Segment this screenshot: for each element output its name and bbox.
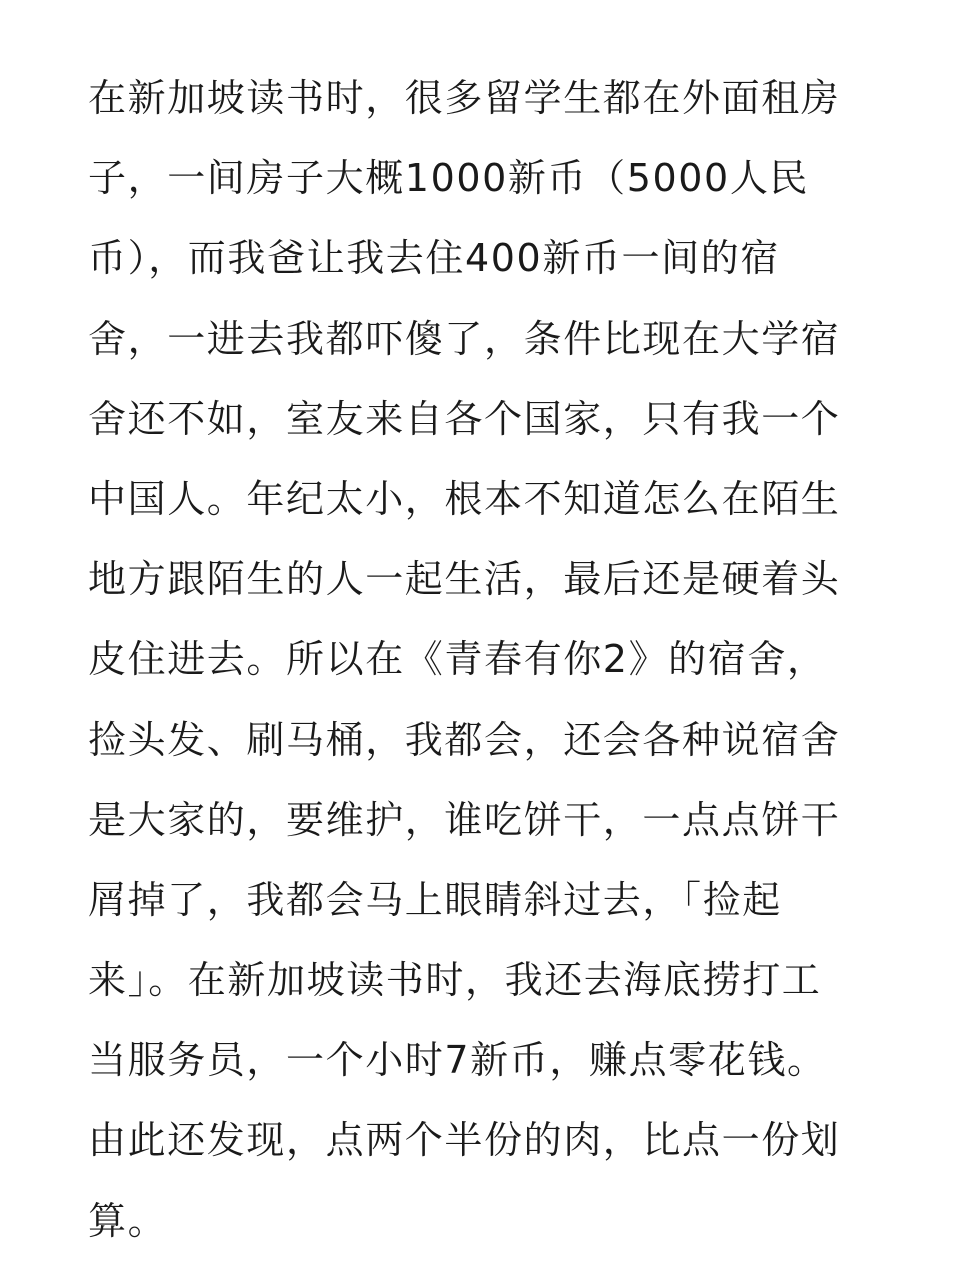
text-line: 算。 [88, 1198, 168, 1243]
text-line: 地方跟陌生的人一起生活，最后还是硬着头 [88, 557, 841, 602]
text-line: 中国人。年纪太小，根本不知道怎么在陌生 [88, 476, 841, 521]
text-line: 在新加坡读书时，很多留学生都在外面租房 [88, 76, 841, 120]
text-line: 是大家的，要维护，谁吃饼干，一点点饼干 [88, 797, 841, 842]
text-line: 舍还不如，室友来自各个国家，只有我一个 [88, 396, 841, 441]
article-body [88, 58, 888, 1261]
text-line: 由此还发现，点两个半份的肉，比点一份划 [88, 1118, 841, 1163]
text-line: 屑掉了，我都会马上眼睛斜过去，「捡起 [88, 877, 782, 922]
text-line: 捡头发、刷马桶，我都会，还会各种说宿舍 [88, 717, 841, 762]
text-line: 皮住进去。所以在《青春有你2》的宿舍， [88, 637, 827, 682]
text-line: 子，一间房子大概1000新币（5000人民 [88, 156, 810, 201]
text-line: 币），而我爸让我去住400新币一间的宿 [88, 236, 780, 281]
text-line: 来」。在新加坡读书时，我还去海底捞打工 [88, 958, 822, 1003]
text-line: 当服务员，一个小时7新币，赚点零花钱。 [88, 1038, 827, 1083]
text-line: 舍，一进去我都吓傻了，条件比现在大学宿 [88, 316, 841, 361]
